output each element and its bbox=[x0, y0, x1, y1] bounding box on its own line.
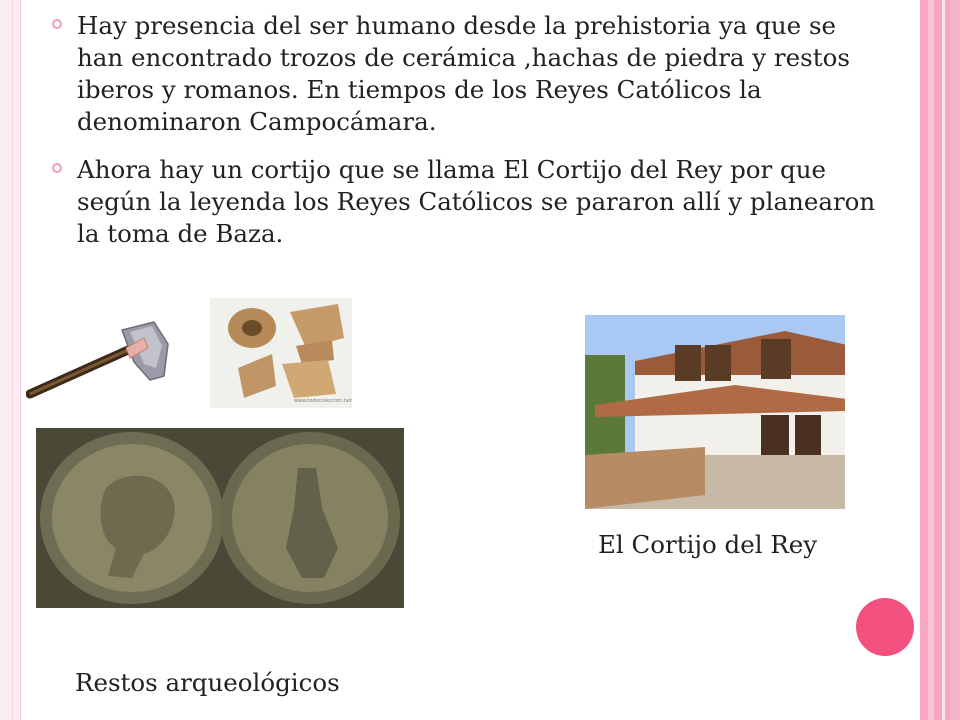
frame-stripe bbox=[950, 0, 960, 720]
cortijo-caption: El Cortijo del Rey bbox=[598, 530, 818, 559]
bullet-item bbox=[48, 154, 878, 250]
roman-coins-image bbox=[36, 428, 404, 608]
frame-stripe bbox=[928, 0, 934, 720]
archaeological-remains-caption: Restos arqueológicos bbox=[75, 668, 340, 697]
watermark-text: www.todocoleccion.net bbox=[294, 398, 352, 404]
right-frame-border bbox=[920, 0, 960, 720]
stone-axe-image bbox=[26, 318, 172, 406]
left-frame-border bbox=[0, 0, 21, 720]
ring-bullet-icon bbox=[52, 163, 62, 173]
bullet-item bbox=[48, 10, 878, 138]
pottery-shards-image bbox=[210, 298, 352, 408]
cortijo-house-image bbox=[585, 315, 845, 509]
bullet-text: Ahora hay un cortijo que se llama El Cortijo del Rey por que según la leyenda los Reyes Católicos se pararon allí y planearon la toma de Baza. bbox=[77, 155, 876, 248]
pink-circle-icon bbox=[856, 598, 914, 656]
bullet-text: Hay presencia del ser humano desde la prehistoria ya que se han encontrado trozos de cerámica ,hachas de piedra y restos iberos y romanos. En tiempos de los Reyes Católicos la denominaron Campocámara. bbox=[77, 11, 850, 136]
ring-bullet-icon bbox=[52, 19, 62, 29]
bullet-list bbox=[48, 10, 878, 266]
frame-stripe bbox=[942, 0, 945, 720]
